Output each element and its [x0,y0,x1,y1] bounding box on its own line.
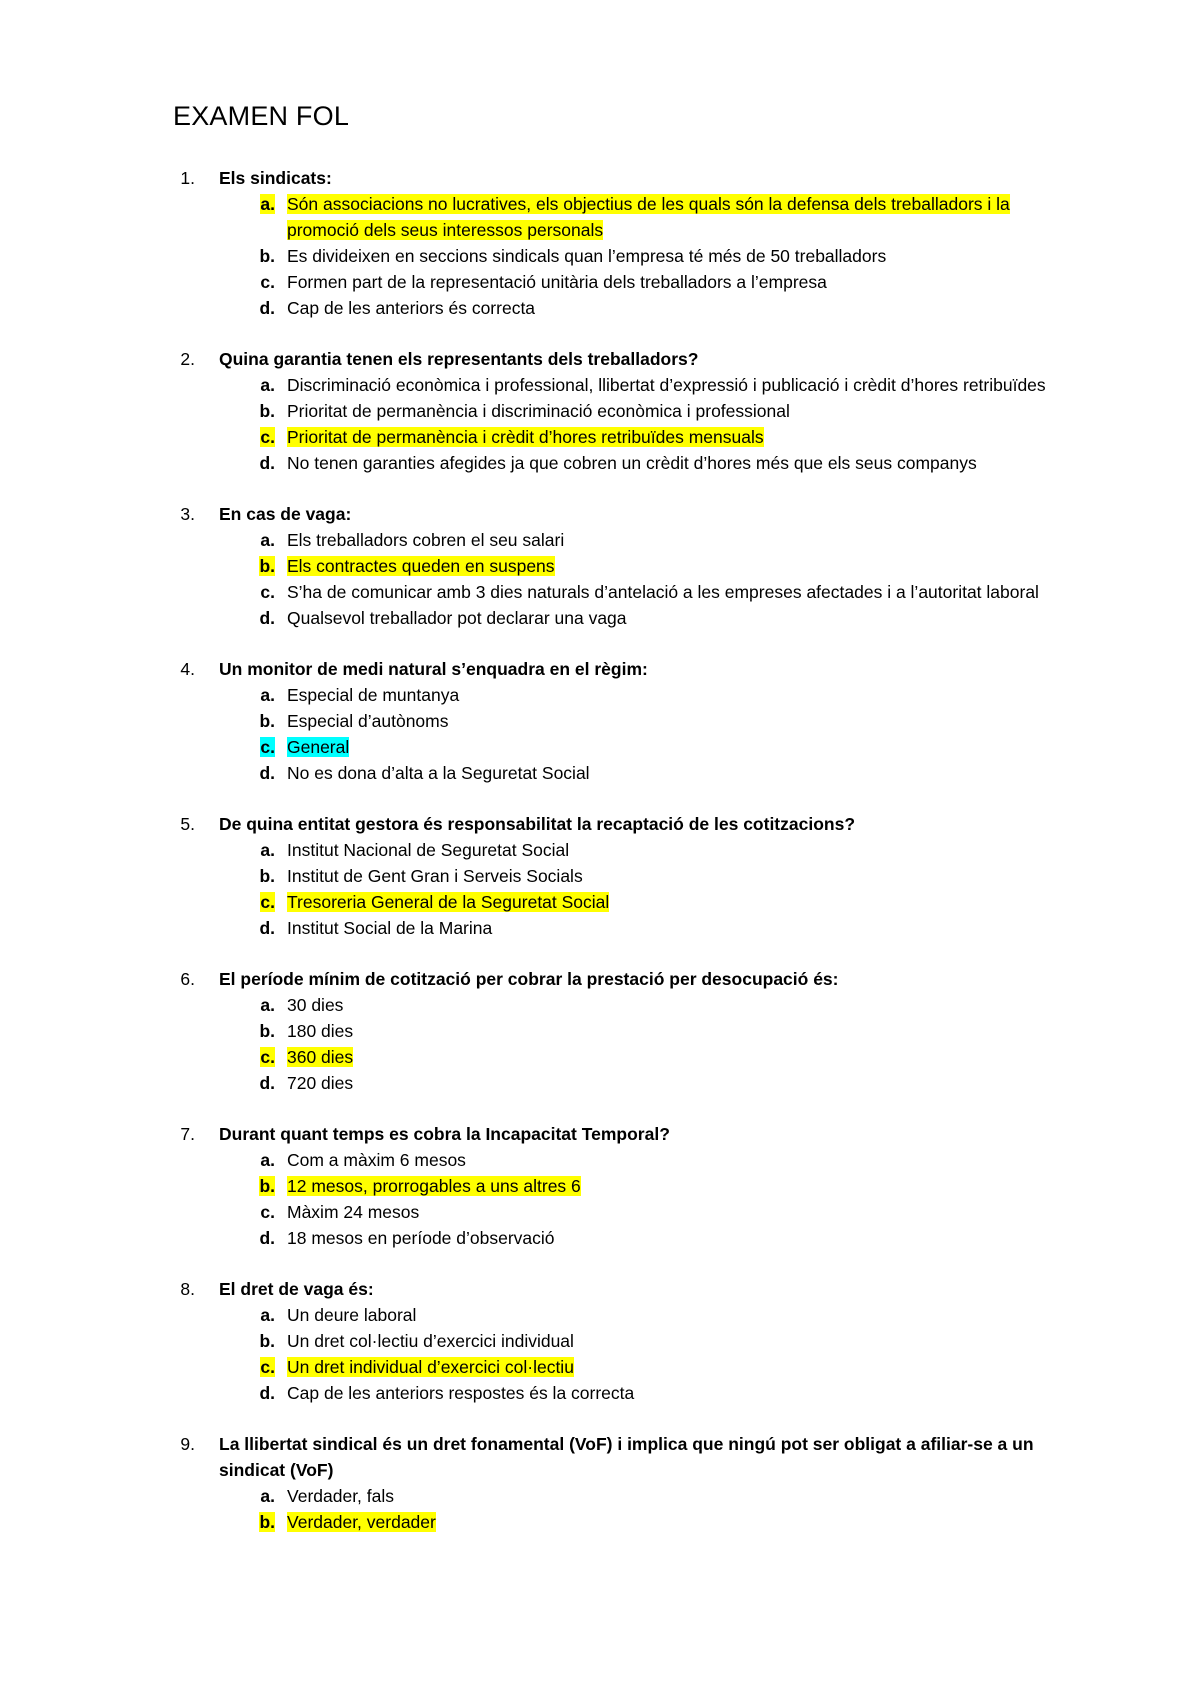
question-6 [0,966,1200,1096]
option-letter: b. [259,866,275,886]
option-text-cell [287,553,1071,579]
question-5 [0,811,1200,941]
option-text-cell [287,243,1071,269]
question-3 [0,501,1200,631]
option-letter-cell [0,398,287,424]
option-letter-cell [0,1199,287,1225]
question-list [0,165,1200,1560]
option-letter-cell [0,863,287,889]
answer-option [0,837,1200,863]
answer-option [0,760,1200,786]
question-9 [0,1431,1200,1535]
option-letter: a. [260,530,275,550]
answer-option [0,424,1200,450]
option-letter: c. [260,272,275,292]
option-text: 18 mesos en període d’observació [287,1228,555,1248]
answer-option [0,1483,1200,1509]
option-text: General [287,737,350,757]
option-letter: c. [260,1202,275,1222]
option-text-cell [287,1147,1071,1173]
option-text: Els treballadors cobren el seu salari [287,530,565,550]
option-text: Cap de les anteriors respostes és la correcta [287,1383,635,1403]
question-number: 9. [180,1434,195,1454]
answer-option [0,1044,1200,1070]
option-text: 180 dies [287,1021,354,1041]
option-letter: b. [259,1021,275,1041]
option-text-cell [287,1380,1071,1406]
option-text: Són associacions no lucratives, els objectius de les quals són la defensa dels treballadors i la promoció dels seus interessos personals [287,194,1010,240]
option-text-cell [287,1302,1071,1328]
option-letter-cell [0,269,287,295]
option-text-cell [287,424,1071,450]
page-title: EXAMEN FOL [173,101,350,131]
option-letter-cell [0,553,287,579]
option-letter-cell [0,605,287,631]
answer-option [0,527,1200,553]
answer-option [0,605,1200,631]
option-letter: c. [260,737,275,757]
question-1 [0,165,1200,321]
option-text: No es dona d’alta a la Seguretat Social [287,763,590,783]
option-text: No tenen garanties afegides ja que cobren un crèdit d’hores més que els seus companys [287,453,977,473]
option-text-cell [287,1199,1071,1225]
option-letter: a. [260,1305,275,1325]
option-text: Un deure laboral [287,1305,417,1325]
option-text: Verdader, verdader [287,1512,436,1532]
option-text-cell [287,1018,1071,1044]
answer-option [0,889,1200,915]
option-letter-cell [0,1302,287,1328]
option-letter-cell [0,243,287,269]
option-text-cell [287,889,1071,915]
option-letter: a. [260,995,275,1015]
answer-option [0,1509,1200,1535]
option-letter: d. [259,1228,275,1248]
option-letter-cell [0,579,287,605]
option-text: Institut de Gent Gran i Serveis Socials [287,866,583,886]
question-text: Un monitor de medi natural s’enquadra en el règim: [219,659,648,679]
question-number: 1. [180,168,195,188]
question-row [0,1276,1200,1302]
option-text: Es divideixen en seccions sindicals quan l’empresa té més de 50 treballadors [287,246,887,266]
option-letter-cell [0,191,287,243]
option-letter: d. [259,1073,275,1093]
option-letter: a. [260,194,275,214]
option-letter-cell [0,760,287,786]
question-row [0,1121,1200,1147]
question-row [0,656,1200,682]
option-letter-cell [0,1509,287,1535]
answer-option [0,1147,1200,1173]
option-text-cell [287,1354,1071,1380]
option-text: Com a màxim 6 mesos [287,1150,466,1170]
option-letter: d. [259,608,275,628]
option-letter-cell [0,1070,287,1096]
option-text: 360 dies [287,1047,354,1067]
option-letter-cell [0,450,287,476]
option-text: Verdader, fals [287,1486,395,1506]
option-letter: d. [259,918,275,938]
option-text: Un dret individual d’exercici col·lectiu [287,1357,574,1377]
question-number: 7. [180,1124,195,1144]
option-letter: a. [260,1150,275,1170]
answer-option [0,1070,1200,1096]
option-text-cell [287,837,1071,863]
option-text-cell [287,1070,1071,1096]
option-letter-cell [0,1147,287,1173]
option-text-cell [287,1225,1071,1251]
answer-option [0,992,1200,1018]
option-text-cell [287,760,1071,786]
option-text-cell [287,708,1071,734]
option-letter-cell [0,708,287,734]
question-text: La llibertat sindical és un dret fonamental (VoF) i implica que ningú pot ser obligat a afiliar-se a un sindicat (VoF) [219,1434,1034,1480]
option-text: Cap de les anteriors és correcta [287,298,536,318]
question-text: El dret de vaga és: [219,1279,374,1299]
option-letter-cell [0,682,287,708]
option-letter-cell [0,1225,287,1251]
answer-option [0,1354,1200,1380]
answer-option [0,915,1200,941]
option-letter-cell [0,527,287,553]
question-row [0,966,1200,992]
answer-option [0,450,1200,476]
option-letter: c. [260,582,275,602]
option-text-cell [287,915,1071,941]
option-letter: a. [260,840,275,860]
option-letter: d. [259,1383,275,1403]
question-text: Els sindicats: [219,168,332,188]
question-number: 6. [180,969,195,989]
option-letter: a. [260,1486,275,1506]
option-text: Tresoreria General de la Seguretat Social [287,892,610,912]
question-number: 3. [180,504,195,524]
option-letter: c. [260,427,275,447]
option-letter-cell [0,1354,287,1380]
option-letter: d. [259,763,275,783]
option-text-cell [287,682,1071,708]
question-row [0,1431,1200,1483]
option-text-cell [287,269,1071,295]
question-row [0,501,1200,527]
answer-option [0,553,1200,579]
option-text-cell [287,372,1071,398]
option-text: Discriminació econòmica i professional, llibertat d’expressió i publicació i crèdit d’hores retribuïdes [287,375,1046,395]
option-letter-cell [0,295,287,321]
option-letter: c. [260,892,275,912]
option-text: 12 mesos, prorrogables a uns altres 6 [287,1176,581,1196]
option-letter: d. [259,298,275,318]
option-letter-cell [0,992,287,1018]
question-text: De quina entitat gestora és responsabilitat la recaptació de les cotitzacions? [219,814,856,834]
option-text: Especial de muntanya [287,685,460,705]
option-text-cell [287,605,1071,631]
question-number: 4. [180,659,195,679]
answer-option [0,398,1200,424]
option-letter-cell [0,1328,287,1354]
option-text-cell [287,527,1071,553]
question-4 [0,656,1200,786]
option-letter: a. [260,375,275,395]
answer-option [0,295,1200,321]
answer-option [0,372,1200,398]
option-text-cell [287,450,1071,476]
question-row [0,165,1200,191]
option-text: 30 dies [287,995,344,1015]
option-letter: d. [259,453,275,473]
option-letter-cell [0,1380,287,1406]
option-text: Un dret col·lectiu d’exercici individual [287,1331,574,1351]
answer-option [0,191,1200,243]
question-8 [0,1276,1200,1406]
option-letter: b. [259,246,275,266]
option-letter-cell [0,424,287,450]
option-letter: a. [260,685,275,705]
question-number: 5. [180,814,195,834]
answer-option [0,243,1200,269]
answer-option [0,1302,1200,1328]
option-text-cell [287,398,1071,424]
option-letter: b. [259,1176,275,1196]
option-letter: c. [260,1357,275,1377]
option-letter-cell [0,889,287,915]
option-letter-cell [0,837,287,863]
option-text-cell [287,1328,1071,1354]
option-letter: c. [260,1047,275,1067]
option-text: Especial d’autònoms [287,711,449,731]
option-letter: b. [259,401,275,421]
option-text-cell [287,1509,1071,1535]
option-text: Màxim 24 mesos [287,1202,420,1222]
option-text-cell [287,992,1071,1018]
answer-option [0,1173,1200,1199]
answer-option [0,1225,1200,1251]
answer-option [0,1199,1200,1225]
question-text: En cas de vaga: [219,504,352,524]
question-text: El període mínim de cotització per cobrar la prestació per desocupació és: [219,969,839,989]
option-text: Qualsevol treballador pot declarar una vaga [287,608,627,628]
option-letter: b. [259,711,275,731]
option-text-cell [287,579,1071,605]
option-text: Institut Nacional de Seguretat Social [287,840,570,860]
answer-option [0,708,1200,734]
option-text-cell [287,1173,1071,1199]
question-row [0,811,1200,837]
answer-option [0,579,1200,605]
option-text-cell [287,734,1071,760]
option-text-cell [287,191,1071,243]
option-letter-cell [0,734,287,760]
question-row [0,346,1200,372]
answer-option [0,1380,1200,1406]
option-letter: b. [259,1331,275,1351]
option-text: S’ha de comunicar amb 3 dies naturals d’antelació a les empreses afectades i a l’autoritat laboral [287,582,1039,602]
option-letter-cell [0,915,287,941]
answer-option [0,1328,1200,1354]
answer-option [0,863,1200,889]
question-text: Quina garantia tenen els representants dels treballadors? [219,349,699,369]
option-text-cell [287,1483,1071,1509]
option-text-cell [287,295,1071,321]
question-text: Durant quant temps es cobra la Incapacitat Temporal? [219,1124,670,1144]
question-2 [0,346,1200,476]
option-letter: b. [259,1512,275,1532]
option-text: Prioritat de permanència i discriminació econòmica i professional [287,401,790,421]
option-text: Prioritat de permanència i crèdit d’hores retribuïdes mensuals [287,427,764,447]
option-text: Els contractes queden en suspens [287,556,555,576]
option-letter-cell [0,1018,287,1044]
option-letter-cell [0,1483,287,1509]
option-text: Formen part de la representació unitària dels treballadors a l’empresa [287,272,827,292]
question-number: 2. [180,349,195,369]
option-text: Institut Social de la Marina [287,918,493,938]
answer-option [0,682,1200,708]
option-text-cell [287,1044,1071,1070]
option-letter-cell [0,1044,287,1070]
option-text-cell [287,863,1071,889]
option-text: 720 dies [287,1073,354,1093]
option-letter-cell [0,372,287,398]
option-letter: b. [259,556,275,576]
answer-option [0,734,1200,760]
question-number: 8. [180,1279,195,1299]
answer-option [0,1018,1200,1044]
option-letter-cell [0,1173,287,1199]
answer-option [0,269,1200,295]
question-7 [0,1121,1200,1251]
